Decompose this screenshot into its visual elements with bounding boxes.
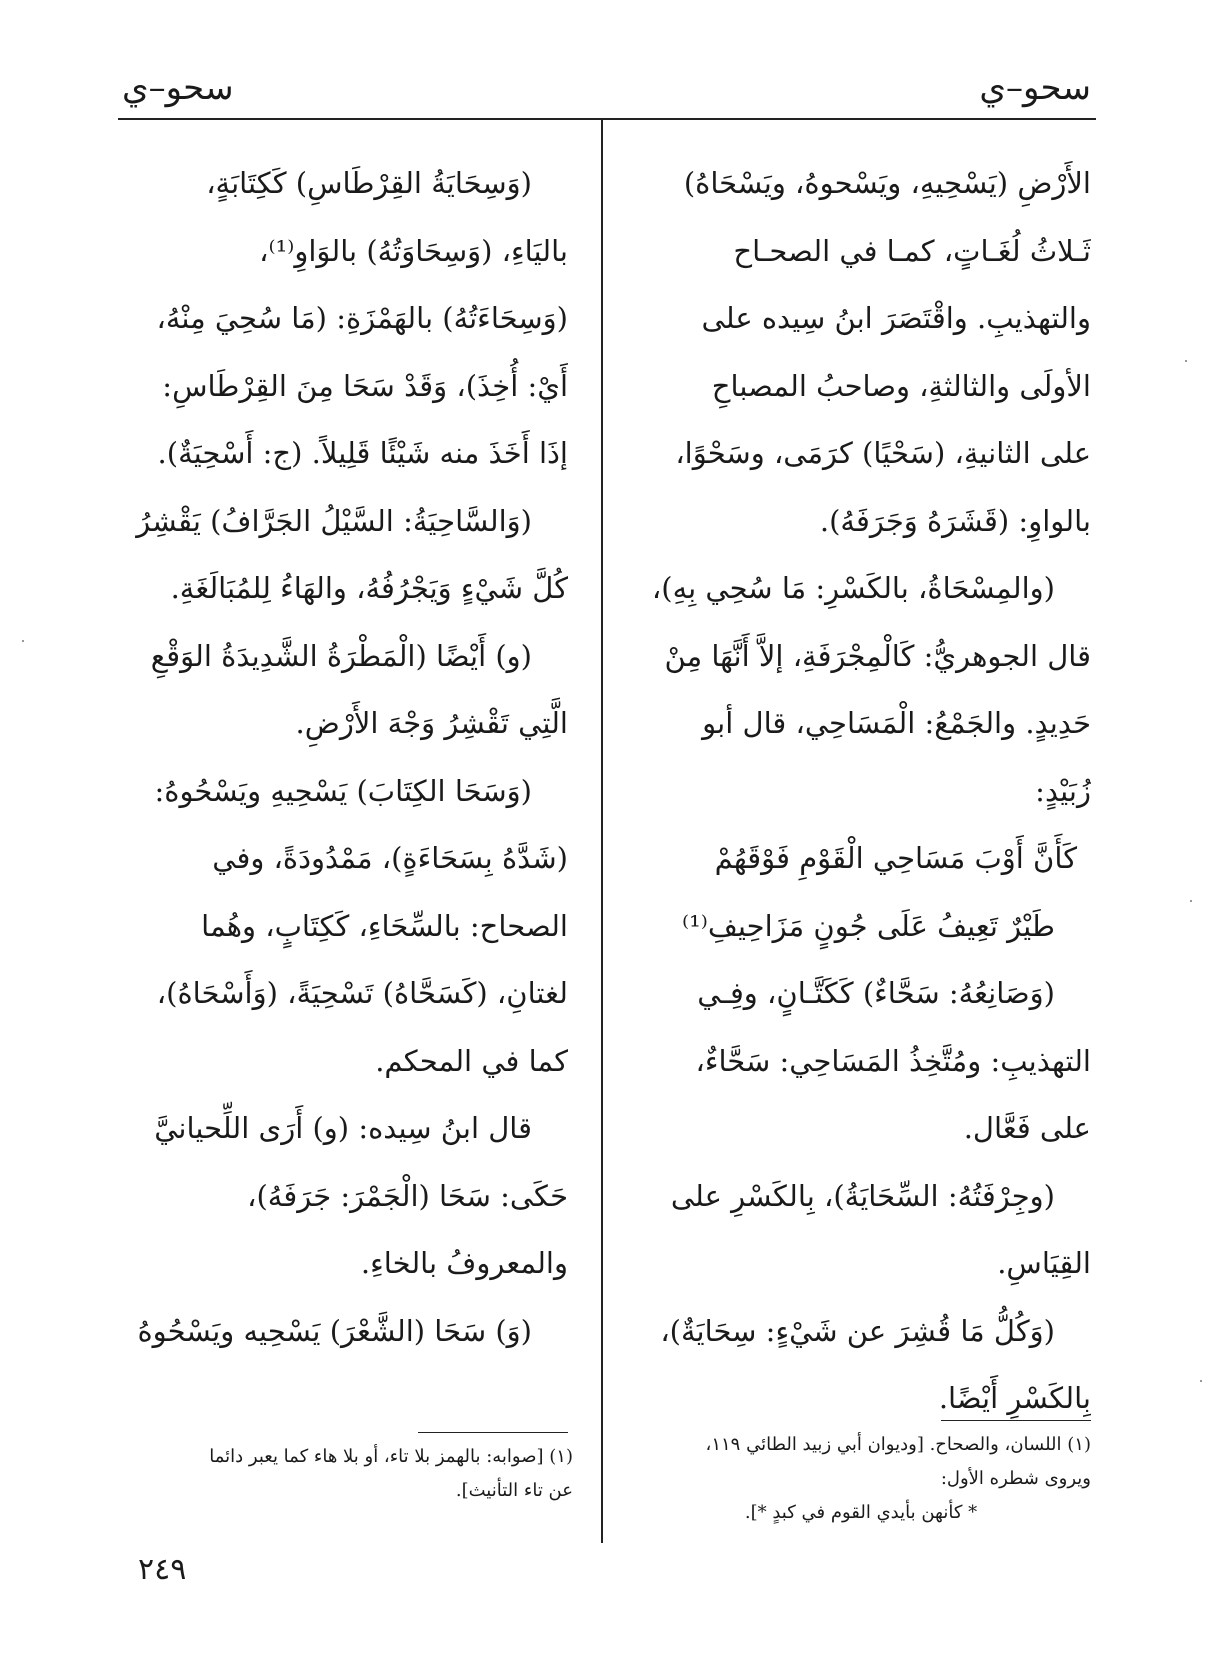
scan-speck <box>1200 1380 1202 1382</box>
column-divider <box>601 118 603 1543</box>
footnote-right <box>631 1428 1091 1530</box>
text-line: بالواوِ: (قَشَرَهُ وَجَرَفَهُ). <box>819 503 1091 538</box>
text-line: باليَاءِ، (وَسِحَاوَتُهُ) بالوَاوِ⁽¹⁾، <box>259 233 568 268</box>
header-rule <box>118 118 1096 120</box>
text-line: على فَعَّال. <box>963 1111 1091 1145</box>
text-line: التهذيبِ: ومُتَّخِذُ المَسَاحِي: سَحَّاءٌ، <box>695 1043 1091 1078</box>
text-line: (وَ) سَحَا (الشَّعْرَ) يَسْحِيه ويَسْحُوهُ <box>137 1313 532 1348</box>
text-line: (وَالسَّاحِيَةُ: السَّيْلُ الجَرَّافُ) يَقْشِرُ <box>136 503 532 538</box>
text-line: زُبَيْدٍ: <box>1035 773 1091 808</box>
scan-speck <box>1185 360 1187 362</box>
text-line: الأَرْضِ (يَسْحِيهِ، ويَسْحوهُ، ويَسْحَاهُ) <box>683 166 1091 200</box>
footnote-line: ويروى شطره الأول: <box>940 1468 1091 1489</box>
page-number: ٢٤٩ <box>138 1552 187 1587</box>
text-line: (والمِسْحَاةُ، بالكَسْرِ: مَا سُحِي بِهِ)، <box>651 571 1055 605</box>
right-column <box>645 150 1091 1433</box>
text-line: (وجِرْفَتُهُ: السِّحَايَةُ)، بِالكَسْرِ على <box>670 1178 1055 1213</box>
footnote-rule-right <box>941 1420 1091 1421</box>
text-line: والتهذيبِ. واقْتَصَرَ ابنُ سِيده على <box>701 301 1091 335</box>
text-line: والمعروفُ بالخاءِ. <box>360 1246 568 1280</box>
text-line: حَكَى: سَحَا (الْجَمْرَ: جَرَفَهُ)، <box>247 1178 568 1213</box>
text-line: قال الجوهريُّ: كَالْمِجْرَفَةِ، إلاَّ أَنَّهَا مِنْ <box>664 638 1091 673</box>
text-line: (وَصَانِعُهُ: سَحَّاءٌ) كَكَتَّـانٍ، وفِـي <box>697 976 1055 1010</box>
text-line: (و) أَيْضًا (الْمَطْرَةُ الشَّدِيدَةُ الوَقْعِ <box>150 638 532 673</box>
running-header-right: سحو–ي <box>979 68 1091 108</box>
text-line: القِيَاسِ. <box>997 1246 1091 1280</box>
text-line: كما في المحكم. <box>375 1043 568 1078</box>
text-line: الَّتِي تَقْشِرُ وَجْهَ الأَرْضِ. <box>295 706 568 740</box>
running-header-left: سحو–ي <box>122 68 234 108</box>
footnote-left <box>118 1440 573 1508</box>
text-line: بِالكَسْرِ أَيْضًا. <box>938 1381 1091 1415</box>
verse-line: كَأَنَّ أَوْبَ مَسَاحِي الْقَوْمِ فَوْقَهُمْ <box>714 841 1077 875</box>
text-line: ثَـلاثُ لُغَـاتٍ، كمـا في الصحـاح <box>733 233 1091 268</box>
text-line: الأولَى والثالثةِ، وصاحبُ المصباحِ <box>711 368 1091 403</box>
footnote-rule-left <box>418 1432 568 1433</box>
text-line: (شَدَّهُ بِسَحَاءَةٍ)، مَمْدُودَةً، وفي <box>212 841 568 875</box>
footnote-line: (١) [صوابه: بالهمز بلا تاء، أو بلا هاء كما يعبر دائما <box>209 1446 573 1467</box>
text-line: أَيْ: أُخِذَ)، وَقَدْ سَحَا مِنَ القِرْطَاسِ: <box>162 368 568 403</box>
text-line: (وَكُلُّ مَا قُشِرَ عن شَيْءٍ: سِحَايَةٌ)، <box>660 1313 1055 1348</box>
text-line: (وَسِحَاءَتُهُ) بالهَمْزَةِ: (مَا سُحِيَ مِنْهُ، <box>156 301 568 335</box>
footnote-line: (١) اللسان، والصحاح. [وديوان أبي زبيد الطائي ١١٩، <box>705 1434 1091 1455</box>
text-line: لغتانِ، (كَسَحَّاهُ) تَسْحِيَةً، (وَأَسْحَاهُ)، <box>156 976 568 1010</box>
text-line: حَدِيدٍ. والجَمْعُ: الْمَسَاحِي، قال أبو <box>702 706 1091 740</box>
text-line: (وَسِحَايَةُ القِرْطَاسِ) كَكِتَابَةٍ، <box>206 166 532 200</box>
left-column <box>122 150 568 1365</box>
text-line: على الثانيةِ، (سَحْيًا) كرَمَى، وسَحْوًا، <box>675 436 1091 470</box>
footnote-line: * كأنهن بأيدي القوم في كبدٍ *]. <box>744 1502 978 1523</box>
verse-line: طَيْرٌ تَعِيفُ عَلَى جُونٍ مَزَاحِيفِ⁽¹⁾ <box>682 908 1055 943</box>
text-line: قال ابنُ سِيده: (و) أَرَى اللِّحيانيَّ <box>154 1111 532 1145</box>
text-line: إذَا أَخَذَ منه شَيْئًا قَلِيلاً. (ج: أَسْحِيَةٌ). <box>157 436 568 470</box>
scan-speck <box>1190 900 1192 902</box>
text-line: الصحاح: بالسِّحَاءِ، كَكِتَابٍ، وهُما <box>201 908 568 943</box>
text-line: (وَسَحَا الكِتَابَ) يَسْحِيهِ ويَسْحُوهُ: <box>154 773 532 808</box>
scan-speck <box>22 640 24 642</box>
footnote-line: عن تاء التأنيث]. <box>455 1480 573 1501</box>
text-line: كُلَّ شَيْءٍ وَيَجْرُفُهُ، والهَاءُ لِلمُبَالَغَةِ. <box>170 571 568 605</box>
